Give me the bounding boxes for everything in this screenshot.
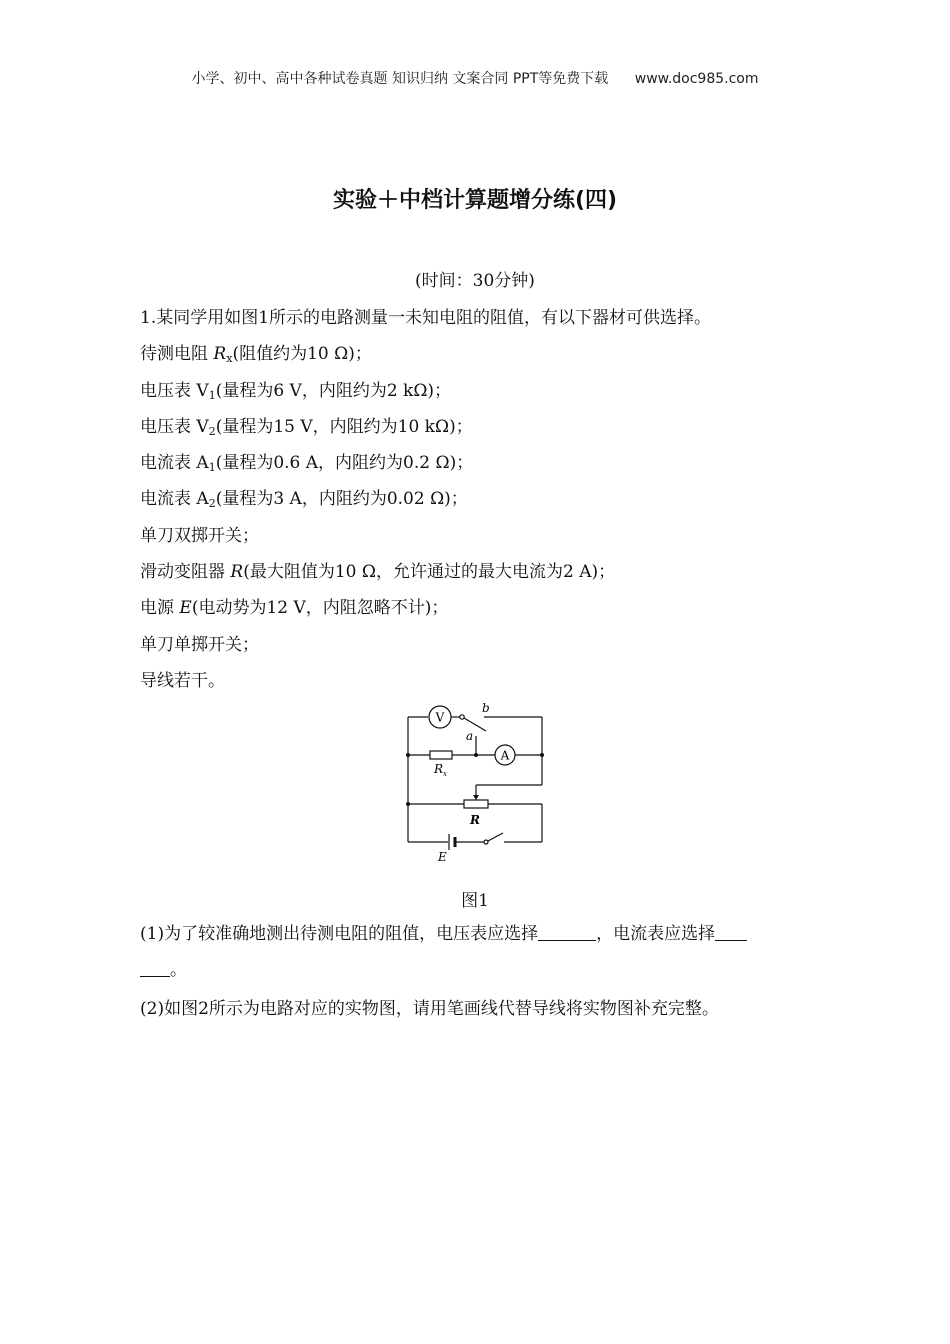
answer-blank-voltmeter[interactable]	[538, 922, 596, 941]
page-title: 实验＋中档计算题增分练(四)	[332, 188, 618, 213]
junction-left-mid	[406, 753, 410, 757]
question-part-2: (2)如图2所示为电路对应的实物图，请用笔画线代替导线将实物图补充完整。	[140, 999, 719, 1019]
item-v1-post: (量程为6 V，内阻约为2 kΩ)；	[215, 380, 452, 401]
question-1	[140, 300, 820, 699]
voltmeter-label: V	[435, 710, 445, 725]
part1-text-a: (1)为了较准确地测出待测电阻的阻值，电压表应选择	[140, 924, 539, 944]
terminal-b-label: b	[482, 701, 490, 715]
item-v1	[140, 373, 820, 409]
answer-blank-ammeter-cont[interactable]	[140, 958, 170, 977]
item-dp-switch: 单刀双掷开关；	[140, 525, 259, 546]
circuit-diagram	[400, 700, 550, 865]
item-rx-post: (阻值约为10 Ω)；	[232, 344, 372, 365]
part1-text-c: 。	[170, 960, 187, 980]
item-rx-sym: R	[213, 344, 227, 365]
item-a1-sub: 1	[208, 461, 216, 475]
question-part-1	[140, 916, 820, 988]
item-source-sym: E	[179, 598, 192, 619]
item-v2-sub: 2	[208, 424, 216, 438]
item-source	[140, 590, 820, 626]
item-rheo-pre: 滑动变阻器	[140, 562, 231, 583]
junction-right-mid	[540, 753, 544, 757]
item-v2-pre: 电压表 V	[140, 416, 209, 437]
question-stem: 1.某同学用如图1所示的电路测量一未知电阻的阻值，有以下器材可供选择。	[140, 308, 712, 328]
item-source-pre: 电源	[140, 598, 180, 619]
rx-label-sub: x	[443, 770, 447, 778]
item-a2-post: (量程为3 A，内阻约为0.02 Ω)；	[215, 489, 468, 510]
slider-arrow	[473, 795, 479, 800]
item-a1	[140, 445, 820, 481]
junction-a	[474, 753, 478, 757]
answer-blank-ammeter[interactable]	[715, 922, 747, 941]
item-rx-sub: x	[226, 352, 233, 366]
item-a1-pre: 电流表 A	[140, 453, 209, 474]
junction-left-bottom	[406, 802, 410, 806]
item-v1-pre: 电压表 V	[140, 380, 209, 401]
item-rheo-sym: R	[230, 562, 244, 583]
main-switch-blade	[488, 833, 503, 841]
terminal-a-label: a	[466, 729, 474, 743]
item-sp-switch: 单刀单掷开关；	[140, 634, 259, 655]
item-rx-pre: 待测电阻	[140, 344, 214, 365]
item-rx	[140, 336, 820, 372]
figure-caption: 图1	[461, 891, 489, 911]
item-wires: 导线若干。	[140, 670, 225, 691]
time-note: (时间：30分钟)	[415, 271, 535, 291]
source-label: E	[438, 850, 447, 864]
rx-label: R	[434, 762, 444, 776]
header-site[interactable]: www.doc985.com	[634, 71, 759, 87]
item-rheo-post: (最大阻值为10 Ω，允许通过的最大电流为2 A)；	[243, 562, 616, 583]
item-rheostat	[140, 554, 820, 590]
part1-text-b: ，电流表应选择	[596, 924, 716, 944]
ammeter-label: A	[500, 748, 510, 763]
item-a2-sub: 2	[208, 497, 216, 511]
page-header	[0, 68, 950, 88]
item-a1-post: (量程为0.6 A，内阻约为0.2 Ω)；	[215, 453, 474, 474]
item-a2-pre: 电流表 A	[140, 489, 209, 510]
item-v2	[140, 409, 820, 445]
resistor-rx	[430, 751, 452, 759]
item-v1-sub: 1	[208, 388, 216, 402]
switch-pivot	[460, 715, 464, 719]
item-v2-post: (量程为15 V，内阻约为10 kΩ)；	[215, 416, 473, 437]
item-source-post: (电动势为12 V，内阻忽略不计)；	[191, 598, 449, 619]
header-text: 小学、初中、高中各种试卷真题 知识归纳 文案合同 PPT等免费下载	[191, 71, 609, 87]
rheostat-label: R	[470, 813, 480, 827]
item-a2	[140, 481, 820, 517]
main-switch-pivot	[484, 840, 488, 844]
rheostat-r	[464, 800, 488, 808]
